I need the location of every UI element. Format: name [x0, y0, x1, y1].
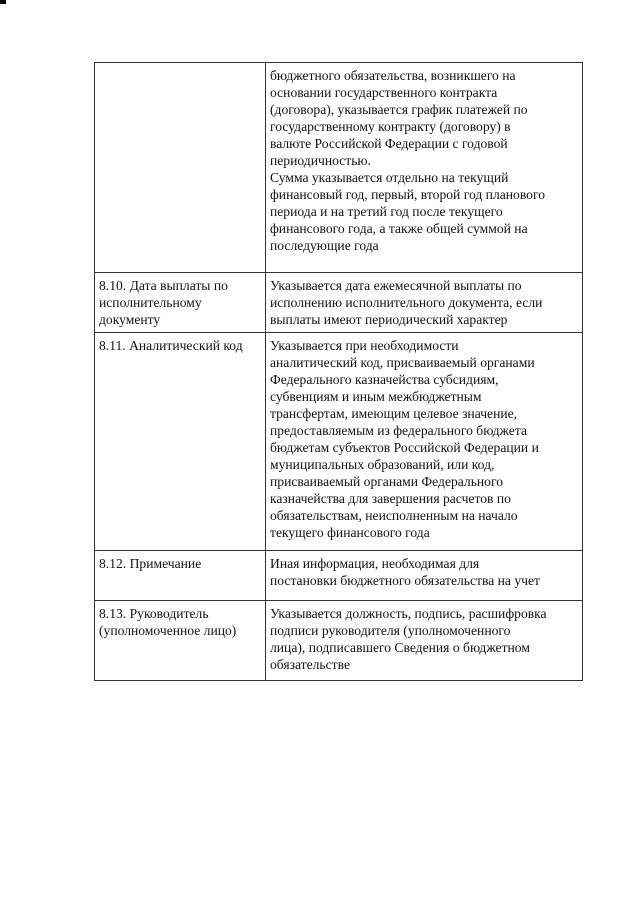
field-description-cell — [266, 273, 583, 333]
budget-obligation-fields-table — [94, 62, 583, 681]
text-line: 8.12. Примечание — [99, 556, 202, 571]
table-row — [95, 333, 583, 551]
text-line: казначейства для завершения расчетов по — [270, 491, 511, 506]
field-description-cell — [266, 551, 583, 601]
text-line: (уполномоченное лицо) — [99, 623, 237, 638]
field-description-text — [270, 605, 578, 673]
text-line: (договора), указывается график платежей по — [270, 102, 528, 117]
text-line: основании государственного контракта — [270, 85, 498, 100]
field-description-text — [270, 67, 578, 254]
text-line: 8.13. Руководитель — [99, 606, 209, 621]
field-description-cell — [266, 601, 583, 681]
text-line: постановки бюджетного обязательства на учет — [270, 573, 540, 588]
text-line: Указывается дата ежемесячной выплаты по — [270, 278, 522, 293]
text-line: периода и на третий год после текущего — [270, 204, 503, 219]
table-row — [95, 63, 583, 273]
text-line: муниципальных образований, или код, — [270, 457, 495, 472]
text-line: субвенциям и иным межбюджетным — [270, 389, 482, 404]
text-line: трансфертам, имеющим целевое значение, — [270, 406, 518, 421]
field-description-cell — [266, 333, 583, 551]
text-line: Сумма указывается отдельно на текущий — [270, 170, 509, 185]
field-name-text — [99, 337, 261, 354]
text-line: предоставляемым из федерального бюджета — [270, 423, 527, 438]
text-line: бюджетам субъектов Российской Федерации и — [270, 440, 539, 455]
field-description-text — [270, 555, 578, 589]
table-row — [95, 551, 583, 601]
text-line: аналитический код, присваиваемый органами — [270, 355, 535, 370]
field-description-text — [270, 277, 578, 328]
text-line: Указывается при необходимости — [270, 338, 459, 353]
text-line: Федерального казначейства субсидиям, — [270, 372, 499, 387]
field-name-text — [99, 555, 261, 572]
field-description-cell — [266, 63, 583, 273]
scan-corner-mark — [0, 0, 6, 4]
text-line: 8.11. Аналитический код — [99, 338, 243, 353]
text-line: последующие года — [270, 238, 379, 253]
field-name-cell — [95, 333, 266, 551]
text-line: исполнению исполнительного документа, если — [270, 295, 543, 310]
text-line: валюте Российской Федерации с годовой — [270, 136, 508, 151]
table-row — [95, 273, 583, 333]
text-line: лица), подписавшего Сведения о бюджетном — [270, 640, 530, 655]
table-row — [95, 601, 583, 681]
text-line: Указывается должность, подпись, расшифровка — [270, 606, 547, 621]
field-name-text — [99, 605, 261, 639]
field-description-text — [270, 337, 578, 541]
text-line: текущего финансового года — [270, 525, 430, 540]
field-name-text — [99, 277, 261, 328]
text-line: подписи руководителя (уполномоченного — [270, 623, 511, 638]
text-line: периодичностью. — [270, 153, 371, 168]
text-line: обязательстве — [270, 657, 350, 672]
field-name-cell — [95, 63, 266, 273]
text-line: 8.10. Дата выплаты по — [99, 278, 228, 293]
text-line: документу — [99, 312, 161, 327]
text-line: исполнительному — [99, 295, 202, 310]
text-line: присваиваемый органами Федерального — [270, 474, 504, 489]
text-line: бюджетного обязательства, возникшего на — [270, 68, 516, 83]
text-line: обязательствам, неисполненным на начало — [270, 508, 518, 523]
text-line: финансового года, а также общей суммой на — [270, 221, 528, 236]
text-line: Иная информация, необходимая для — [270, 556, 480, 571]
text-line: финансовый год, первый, второй год планового — [270, 187, 545, 202]
field-name-cell — [95, 273, 266, 333]
field-name-cell — [95, 601, 266, 681]
text-line: выплаты имеют периодический характер — [270, 312, 508, 327]
field-name-cell — [95, 551, 266, 601]
text-line: государственному контракту (договору) в — [270, 119, 511, 134]
